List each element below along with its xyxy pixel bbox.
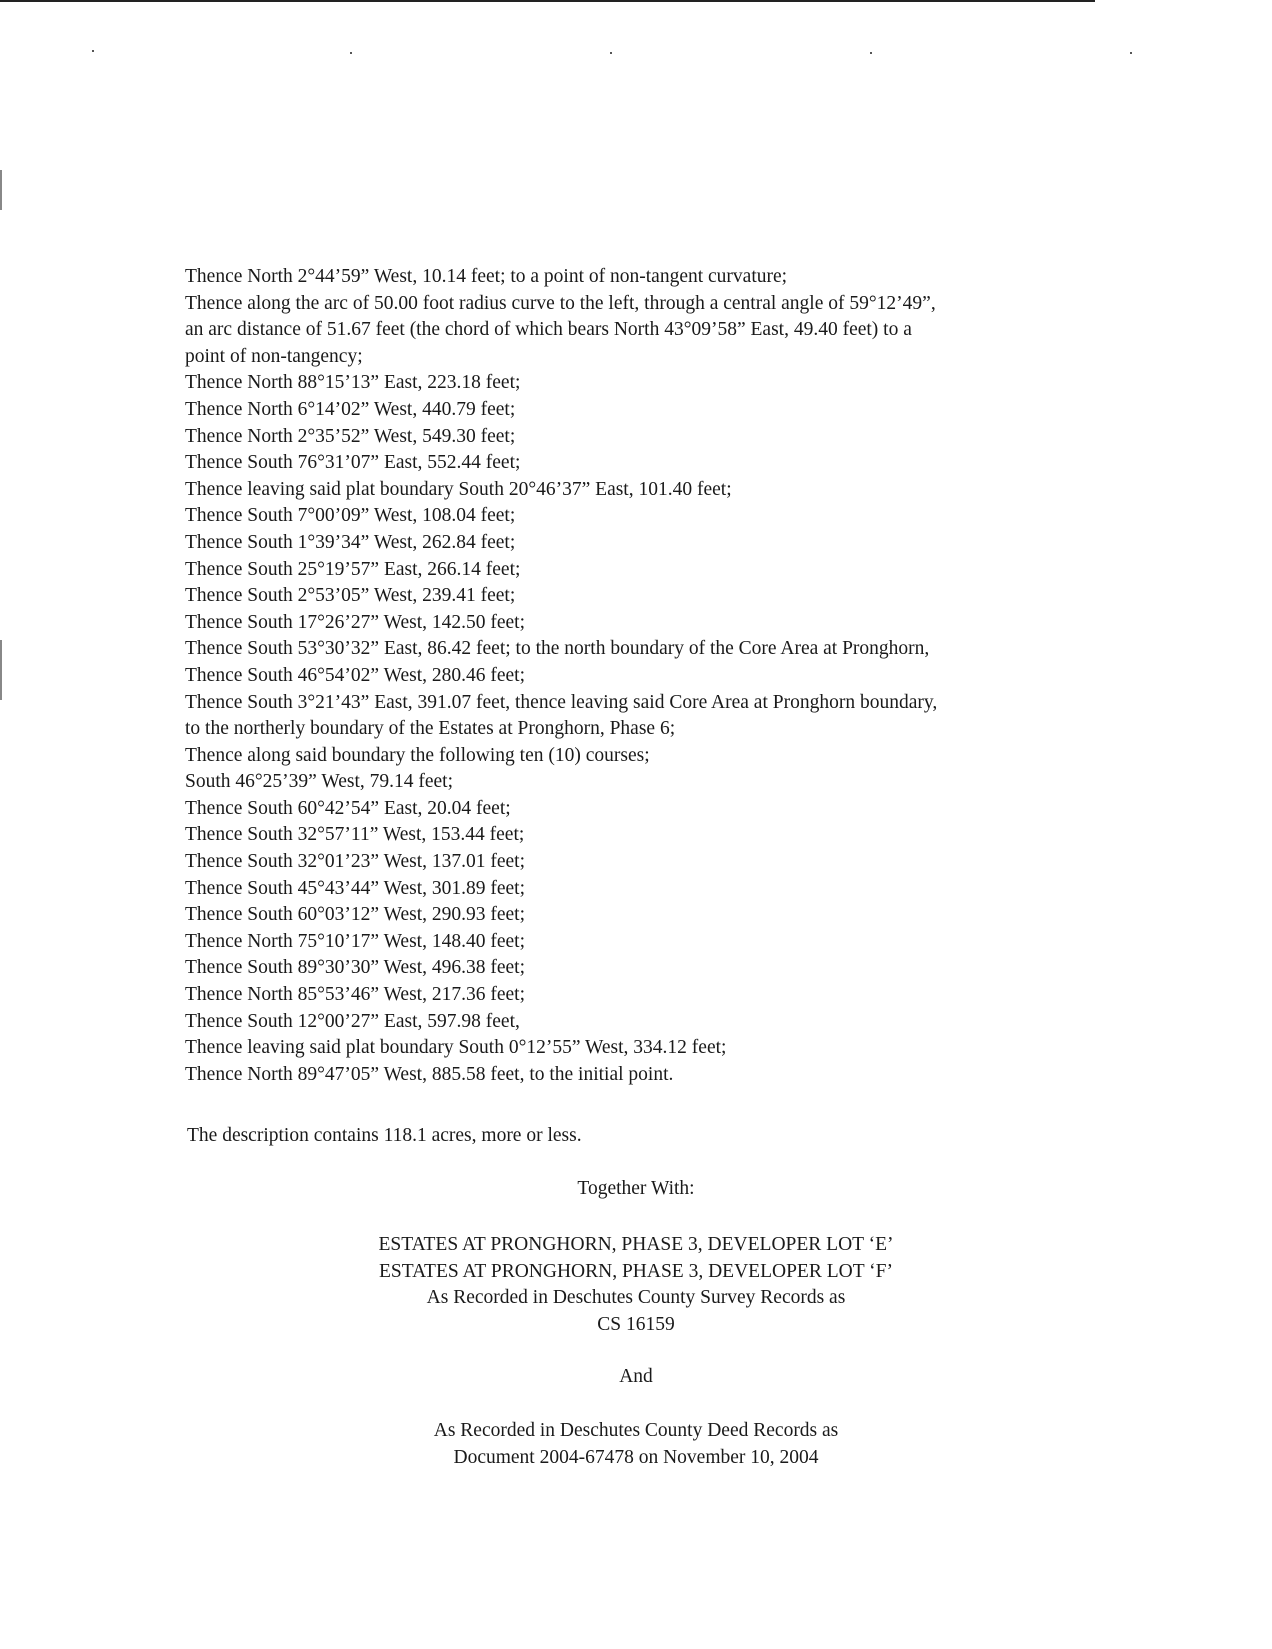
course-line: Thence North 2°35’52” West, 549.30 feet;	[185, 425, 516, 447]
deed-line: Document 2004-67478 on November 10, 2004	[453, 1446, 819, 1468]
scan-speck	[92, 50, 94, 52]
course-line: Thence South 45°43’44” West, 301.89 feet;	[185, 877, 526, 899]
course-line: Thence South 25°19’57” East, 266.14 feet;	[185, 558, 521, 580]
acreage-statement: The description contains 118.1 acres, more or less.	[187, 1125, 582, 1146]
course-line: Thence along said boundary the following ten (10) courses;	[185, 744, 650, 766]
course-line: Thence South 46°54’02” West, 280.46 feet;	[185, 664, 526, 686]
course-line: Thence along the arc of 50.00 foot radius curve to the left, through a central angle of 59°12’49”,	[185, 292, 936, 314]
course-line: to the northerly boundary of the Estates at Pronghorn, Phase 6;	[185, 718, 676, 740]
course-line: Thence South 7°00’09” West, 108.04 feet;	[185, 505, 516, 527]
scan-edge-mark	[0, 170, 2, 210]
and-conjunction: And	[619, 1366, 653, 1387]
lot-line: ESTATES AT PRONGHORN, PHASE 3, DEVELOPER LOT ‘E’	[378, 1234, 894, 1255]
together-with-heading: Together With:	[577, 1178, 695, 1199]
scan-top-border	[0, 0, 1095, 2]
course-line: Thence South 60°42’54” East, 20.04 feet;	[185, 797, 511, 819]
lot-line: ESTATES AT PRONGHORN, PHASE 3, DEVELOPER LOT ‘F’	[379, 1260, 893, 1282]
course-line: Thence South 53°30’32” East, 86.42 feet; to the north boundary of the Core Area at Pronghorn,	[185, 638, 930, 660]
course-line: Thence North 2°44’59” West, 10.14 feet; to a point of non-tangent curvature;	[185, 266, 788, 287]
course-line: Thence South 76°31’07” East, 552.44 feet;	[185, 452, 521, 474]
course-line: Thence North 85°53’46” West, 217.36 feet;	[185, 984, 525, 1006]
scan-speck	[870, 52, 872, 54]
course-line: Thence North 88°15’13” East, 223.18 feet;	[185, 372, 521, 394]
course-line: Thence South 2°53’05” West, 239.41 feet;	[185, 585, 516, 607]
lot-line: As Recorded in Deschutes County Survey Records as	[426, 1287, 846, 1309]
course-line: Thence South 60°03’12” West, 290.93 feet;	[185, 904, 526, 926]
course-line: Thence South 89°30’30” West, 496.38 feet;	[185, 957, 526, 979]
course-line: Thence South 12°00’27” East, 597.98 feet,	[185, 1010, 520, 1032]
lot-line: CS 16159	[597, 1313, 675, 1335]
course-line: Thence North 75°10’17” West, 148.40 feet;	[185, 930, 525, 952]
scan-speck	[350, 52, 352, 54]
course-line: an arc distance of 51.67 feet (the chord of which bears North 43°09’58” East, 49.40 feet) to a	[185, 319, 912, 341]
deed-record-block	[0, 1418, 1272, 1471]
course-line: point of non-tangency;	[185, 345, 363, 367]
course-line: Thence South 32°57’11” West, 153.44 feet;	[185, 824, 525, 846]
course-line: Thence South 3°21’43” East, 391.07 feet, thence leaving said Core Area at Pronghorn boundary,	[185, 691, 938, 713]
scan-speck	[1130, 52, 1132, 54]
courses-block	[185, 264, 1105, 1088]
course-line: Thence South 1°39’34” West, 262.84 feet;	[185, 531, 516, 553]
deed-line: As Recorded in Deschutes County Deed Records as	[433, 1420, 839, 1441]
developer-lots-block	[0, 1232, 1272, 1338]
scan-edge-mark	[0, 640, 2, 700]
course-line: Thence leaving said plat boundary South 0°12’55” West, 334.12 feet;	[185, 1037, 727, 1059]
course-line: Thence South 32°01’23” West, 137.01 feet;	[185, 851, 526, 873]
course-line: Thence South 17°26’27” West, 142.50 feet;	[185, 611, 526, 633]
scan-speck	[610, 52, 612, 54]
course-line: South 46°25’39” West, 79.14 feet;	[185, 771, 454, 793]
course-line: Thence leaving said plat boundary South 20°46’37” East, 101.40 feet;	[185, 478, 732, 500]
course-line: Thence North 6°14’02” West, 440.79 feet;	[185, 398, 516, 420]
course-line: Thence North 89°47’05” West, 885.58 feet, to the initial point.	[185, 1063, 674, 1085]
